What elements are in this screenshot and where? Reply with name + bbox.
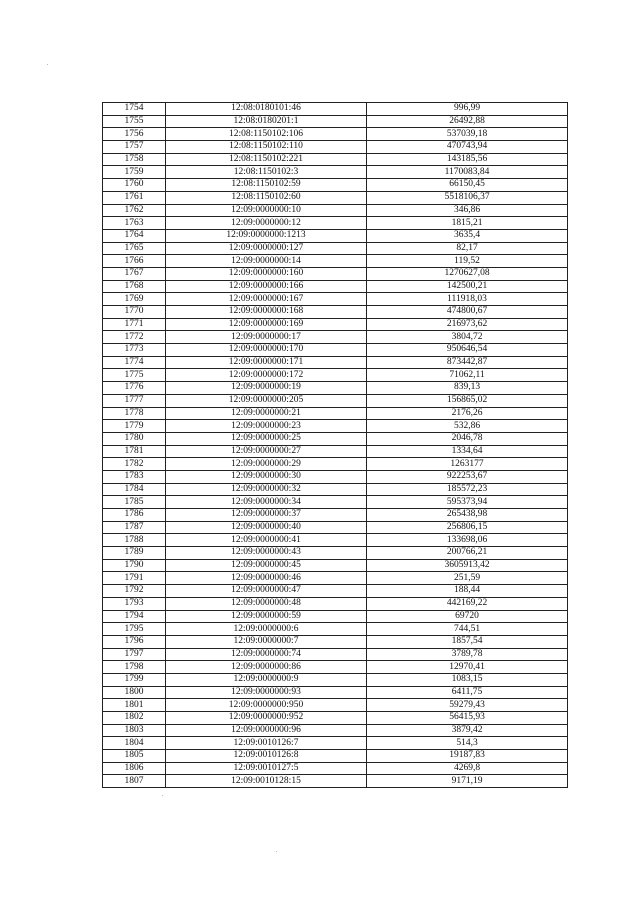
value-cell: 216973,62	[367, 318, 568, 331]
row-number-cell: 1757	[103, 141, 166, 154]
value-cell: 2176,26	[367, 407, 568, 420]
table-row	[103, 217, 568, 230]
cadastral-number-cell: 12:09:0010128:15	[166, 775, 367, 788]
table-row	[103, 559, 568, 572]
value-cell: 3879,42	[367, 724, 568, 737]
row-number-cell: 1792	[103, 585, 166, 598]
table-row	[103, 293, 568, 306]
row-number-cell: 1804	[103, 737, 166, 750]
value-cell: 143185,56	[367, 153, 568, 166]
row-number-cell: 1755	[103, 115, 166, 128]
value-cell: 1270627,08	[367, 267, 568, 280]
table-row	[103, 115, 568, 128]
table-row	[103, 470, 568, 483]
table-row	[103, 521, 568, 534]
table-row	[103, 331, 568, 344]
row-number-cell: 1776	[103, 382, 166, 395]
cadastral-number-cell: 12:08:1150102:110	[166, 141, 367, 154]
cadastral-number-cell: 12:09:0000000:1213	[166, 229, 367, 242]
row-number-cell: 1805	[103, 750, 166, 763]
table-row	[103, 585, 568, 598]
cadastral-number-cell: 12:08:1150102:60	[166, 191, 367, 204]
table-row	[103, 306, 568, 319]
row-number-cell: 1772	[103, 331, 166, 344]
value-cell: 56415,93	[367, 712, 568, 725]
value-cell: 3605913,42	[367, 559, 568, 572]
table-row	[103, 318, 568, 331]
cadastral-number-cell: 12:09:0000000:7	[166, 635, 367, 648]
cadastral-number-cell: 12:08:1150102:59	[166, 179, 367, 192]
cadastral-number-cell: 12:09:0000000:47	[166, 585, 367, 598]
value-cell: 82,17	[367, 242, 568, 255]
table-row	[103, 191, 568, 204]
cadastral-number-cell: 12:09:0000000:48	[166, 597, 367, 610]
row-number-cell: 1767	[103, 267, 166, 280]
row-number-cell: 1766	[103, 255, 166, 268]
table-row	[103, 229, 568, 242]
row-number-cell: 1759	[103, 166, 166, 179]
row-number-cell: 1799	[103, 673, 166, 686]
cadastral-number-cell: 12:09:0000000:30	[166, 470, 367, 483]
value-cell: 188,44	[367, 585, 568, 598]
table-row	[103, 166, 568, 179]
row-number-cell: 1788	[103, 534, 166, 547]
value-cell: 71062,11	[367, 369, 568, 382]
table-row	[103, 534, 568, 547]
table-row	[103, 394, 568, 407]
row-number-cell: 1796	[103, 635, 166, 648]
table-row	[103, 280, 568, 293]
value-cell: 265438,98	[367, 509, 568, 522]
value-cell: 4269,8	[367, 762, 568, 775]
table-row	[103, 712, 568, 725]
table-row	[103, 661, 568, 674]
cadastral-number-cell: 12:09:0000000:6	[166, 623, 367, 636]
row-number-cell: 1754	[103, 103, 166, 116]
scan-speck	[276, 851, 277, 852]
table-row	[103, 153, 568, 166]
cadastral-number-cell: 12:09:0000000:19	[166, 382, 367, 395]
value-cell: 744,51	[367, 623, 568, 636]
value-cell: 873442,87	[367, 356, 568, 369]
row-number-cell: 1785	[103, 496, 166, 509]
row-number-cell: 1807	[103, 775, 166, 788]
row-number-cell: 1764	[103, 229, 166, 242]
table-row	[103, 128, 568, 141]
cadastral-number-cell: 12:09:0000000:34	[166, 496, 367, 509]
row-number-cell: 1787	[103, 521, 166, 534]
row-number-cell: 1762	[103, 204, 166, 217]
table-row	[103, 496, 568, 509]
cadastral-number-cell: 12:09:0010127:5	[166, 762, 367, 775]
cadastral-number-cell: 12:09:0000000:93	[166, 686, 367, 699]
value-cell: 111918,03	[367, 293, 568, 306]
value-cell: 59279,43	[367, 699, 568, 712]
value-cell: 839,13	[367, 382, 568, 395]
table-row	[103, 635, 568, 648]
table-row	[103, 382, 568, 395]
row-number-cell: 1773	[103, 344, 166, 357]
row-number-cell: 1800	[103, 686, 166, 699]
row-number-cell: 1793	[103, 597, 166, 610]
table-row	[103, 356, 568, 369]
table-row	[103, 673, 568, 686]
cadastral-number-cell: 12:09:0010126:7	[166, 737, 367, 750]
cadastral-number-cell: 12:09:0000000:12	[166, 217, 367, 230]
table-row	[103, 445, 568, 458]
cadastral-number-cell: 12:09:0000000:205	[166, 394, 367, 407]
table-row	[103, 572, 568, 585]
table-row	[103, 267, 568, 280]
value-cell: 66150,45	[367, 179, 568, 192]
cadastral-number-cell: 12:09:0000000:86	[166, 661, 367, 674]
value-cell: 950646,54	[367, 344, 568, 357]
row-number-cell: 1765	[103, 242, 166, 255]
row-number-cell: 1777	[103, 394, 166, 407]
value-cell: 5518106,37	[367, 191, 568, 204]
table-row	[103, 483, 568, 496]
value-cell: 996,99	[367, 103, 568, 116]
cadastral-number-cell: 12:08:0180101:46	[166, 103, 367, 116]
cadastral-number-cell: 12:09:0000000:172	[166, 369, 367, 382]
value-cell: 474800,67	[367, 306, 568, 319]
row-number-cell: 1760	[103, 179, 166, 192]
value-cell: 19187,83	[367, 750, 568, 763]
table-row	[103, 724, 568, 737]
scan-speck	[162, 795, 163, 796]
table-body	[103, 103, 568, 788]
value-cell: 537039,18	[367, 128, 568, 141]
table-row	[103, 623, 568, 636]
value-cell: 922253,67	[367, 470, 568, 483]
table-row	[103, 344, 568, 357]
row-number-cell: 1779	[103, 420, 166, 433]
cadastral-number-cell: 12:09:0000000:167	[166, 293, 367, 306]
row-number-cell: 1791	[103, 572, 166, 585]
value-cell: 514,3	[367, 737, 568, 750]
value-cell: 119,52	[367, 255, 568, 268]
cadastral-number-cell: 12:09:0000000:17	[166, 331, 367, 344]
table-row	[103, 369, 568, 382]
value-cell: 26492,88	[367, 115, 568, 128]
cadastral-number-cell: 12:09:0000000:10	[166, 204, 367, 217]
cadastral-number-cell: 12:09:0000000:21	[166, 407, 367, 420]
value-cell: 470743,94	[367, 141, 568, 154]
cadastral-number-cell: 12:09:0000000:170	[166, 344, 367, 357]
value-cell: 346,86	[367, 204, 568, 217]
cadastral-number-cell: 12:09:0000000:96	[166, 724, 367, 737]
row-number-cell: 1782	[103, 458, 166, 471]
value-cell: 156865,02	[367, 394, 568, 407]
value-cell: 1815,21	[367, 217, 568, 230]
cadastral-number-cell: 12:09:0000000:168	[166, 306, 367, 319]
row-number-cell: 1802	[103, 712, 166, 725]
row-number-cell: 1758	[103, 153, 166, 166]
row-number-cell: 1789	[103, 547, 166, 560]
row-number-cell: 1794	[103, 610, 166, 623]
value-cell: 12970,41	[367, 661, 568, 674]
row-number-cell: 1763	[103, 217, 166, 230]
table-row	[103, 610, 568, 623]
value-cell: 185572,23	[367, 483, 568, 496]
cadastral-number-cell: 12:09:0000000:169	[166, 318, 367, 331]
table-row	[103, 458, 568, 471]
row-number-cell: 1768	[103, 280, 166, 293]
cadastral-number-cell: 12:09:0000000:74	[166, 648, 367, 661]
table-row	[103, 762, 568, 775]
cadastral-number-cell: 12:09:0000000:40	[166, 521, 367, 534]
value-cell: 1857,54	[367, 635, 568, 648]
row-number-cell: 1770	[103, 306, 166, 319]
table-row	[103, 420, 568, 433]
cadastral-number-cell: 12:08:1150102:3	[166, 166, 367, 179]
cadastral-number-cell: 12:09:0000000:27	[166, 445, 367, 458]
cadastral-number-cell: 12:09:0000000:23	[166, 420, 367, 433]
row-number-cell: 1774	[103, 356, 166, 369]
cadastral-number-cell: 12:09:0000000:32	[166, 483, 367, 496]
value-cell: 3635,4	[367, 229, 568, 242]
value-cell: 251,59	[367, 572, 568, 585]
cadastral-number-cell: 12:08:1150102:221	[166, 153, 367, 166]
row-number-cell: 1786	[103, 509, 166, 522]
cadastral-number-cell: 12:09:0000000:25	[166, 432, 367, 445]
table-row	[103, 686, 568, 699]
table-row	[103, 737, 568, 750]
value-cell: 532,86	[367, 420, 568, 433]
row-number-cell: 1756	[103, 128, 166, 141]
table-row	[103, 407, 568, 420]
row-number-cell: 1803	[103, 724, 166, 737]
table-row	[103, 775, 568, 788]
row-number-cell: 1775	[103, 369, 166, 382]
table-row	[103, 648, 568, 661]
cadastral-number-cell: 12:09:0000000:952	[166, 712, 367, 725]
table-row	[103, 255, 568, 268]
table-row	[103, 750, 568, 763]
value-cell: 1334,64	[367, 445, 568, 458]
table-row	[103, 204, 568, 217]
row-number-cell: 1784	[103, 483, 166, 496]
row-number-cell: 1801	[103, 699, 166, 712]
row-number-cell: 1806	[103, 762, 166, 775]
table-row	[103, 242, 568, 255]
row-number-cell: 1769	[103, 293, 166, 306]
value-cell: 1263177	[367, 458, 568, 471]
row-number-cell: 1761	[103, 191, 166, 204]
cadastral-number-cell: 12:09:0000000:45	[166, 559, 367, 572]
cadastral-number-cell: 12:08:1150102:106	[166, 128, 367, 141]
row-number-cell: 1781	[103, 445, 166, 458]
row-number-cell: 1771	[103, 318, 166, 331]
cadastral-number-cell: 12:09:0000000:43	[166, 547, 367, 560]
cadastral-number-cell: 12:09:0000000:127	[166, 242, 367, 255]
table-row	[103, 103, 568, 116]
table-row	[103, 597, 568, 610]
cadastral-number-cell: 12:09:0000000:9	[166, 673, 367, 686]
value-cell: 1083,15	[367, 673, 568, 686]
table-row	[103, 699, 568, 712]
row-number-cell: 1795	[103, 623, 166, 636]
value-cell: 133698,06	[367, 534, 568, 547]
cadastral-number-cell: 12:09:0000000:950	[166, 699, 367, 712]
row-number-cell: 1797	[103, 648, 166, 661]
value-cell: 69720	[367, 610, 568, 623]
table-row	[103, 547, 568, 560]
cadastral-value-table	[102, 102, 568, 788]
row-number-cell: 1778	[103, 407, 166, 420]
value-cell: 442169,22	[367, 597, 568, 610]
cadastral-number-cell: 12:09:0000000:29	[166, 458, 367, 471]
value-cell: 3789,78	[367, 648, 568, 661]
row-number-cell: 1790	[103, 559, 166, 572]
cadastral-number-cell: 12:08:0180201:1	[166, 115, 367, 128]
cadastral-number-cell: 12:09:0000000:166	[166, 280, 367, 293]
cadastral-number-cell: 12:09:0000000:160	[166, 267, 367, 280]
cadastral-number-cell: 12:09:0000000:41	[166, 534, 367, 547]
cadastral-number-cell: 12:09:0000000:37	[166, 509, 367, 522]
row-number-cell: 1783	[103, 470, 166, 483]
value-cell: 256806,15	[367, 521, 568, 534]
row-number-cell: 1780	[103, 432, 166, 445]
scan-speck	[47, 64, 48, 65]
cadastral-number-cell: 12:09:0000000:14	[166, 255, 367, 268]
table-row	[103, 432, 568, 445]
cadastral-number-cell: 12:09:0000000:46	[166, 572, 367, 585]
value-cell: 142500,21	[367, 280, 568, 293]
value-cell: 595373,94	[367, 496, 568, 509]
cadastral-number-cell: 12:09:0000000:59	[166, 610, 367, 623]
value-cell: 3804,72	[367, 331, 568, 344]
row-number-cell: 1798	[103, 661, 166, 674]
cadastral-number-cell: 12:09:0010126:8	[166, 750, 367, 763]
value-cell: 2046,78	[367, 432, 568, 445]
table-row	[103, 179, 568, 192]
value-cell: 200766,21	[367, 547, 568, 560]
value-cell: 6411,75	[367, 686, 568, 699]
cadastral-number-cell: 12:09:0000000:171	[166, 356, 367, 369]
table-row	[103, 509, 568, 522]
value-cell: 9171,19	[367, 775, 568, 788]
value-cell: 1170083,84	[367, 166, 568, 179]
table-row	[103, 141, 568, 154]
